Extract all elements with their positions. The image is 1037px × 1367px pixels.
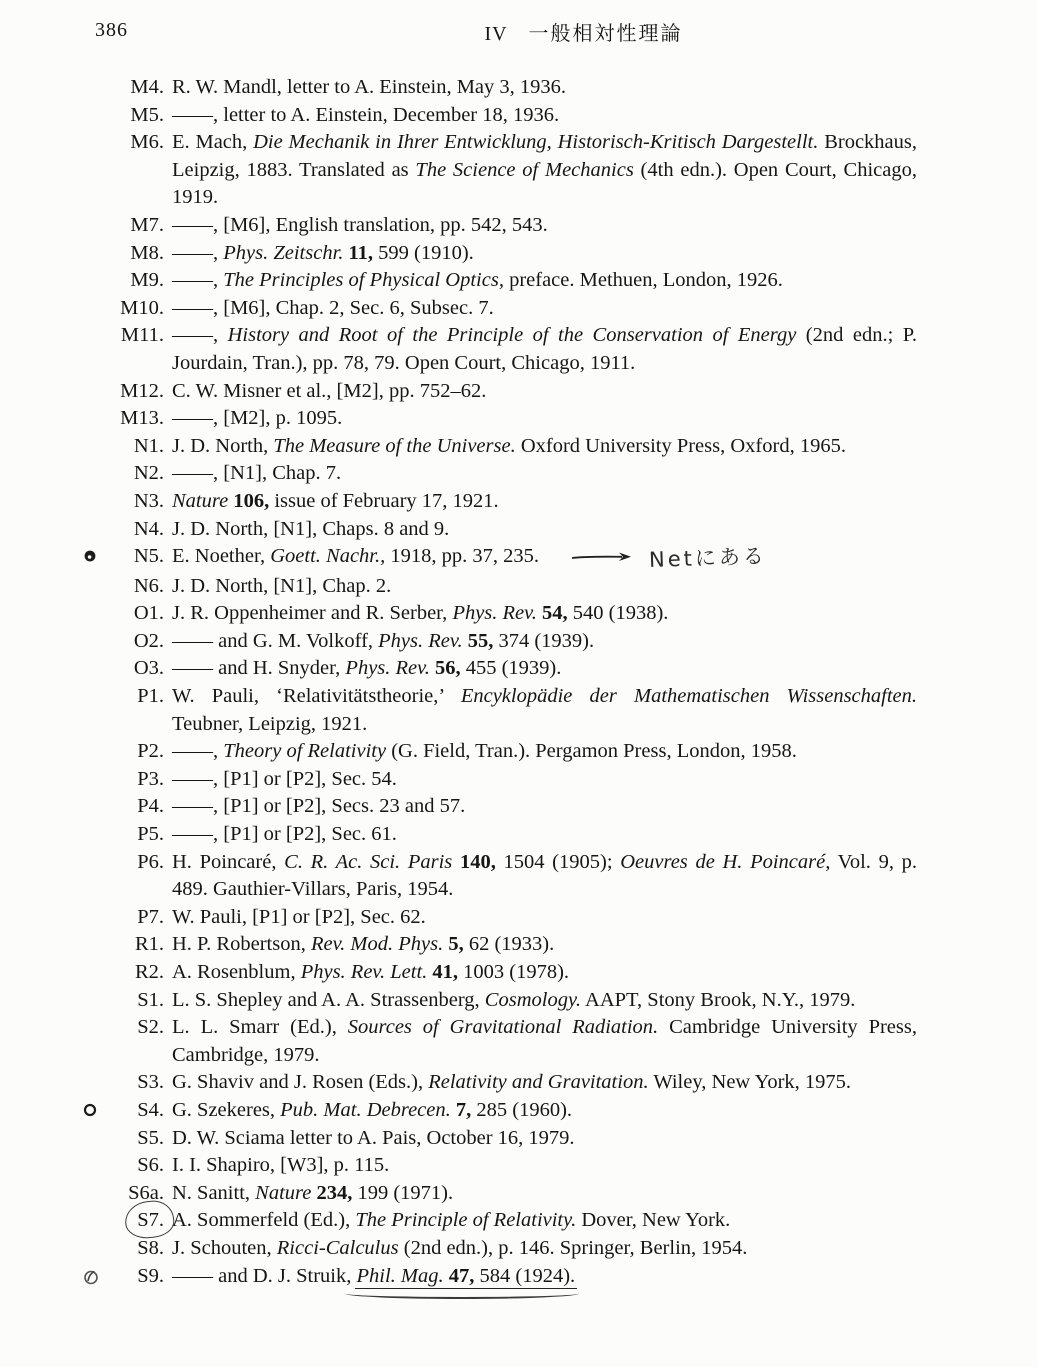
reference-label <box>64 683 164 738</box>
reference-text-segment: The Measure of the Universe. <box>273 434 516 457</box>
reference-label <box>64 1125 164 1153</box>
reference-text-segment: ——, <box>172 269 224 292</box>
reference-label-text: P3. <box>137 767 164 790</box>
reference-label-text: N1. <box>133 434 164 457</box>
reference-entry <box>0 102 1037 130</box>
reference-text-segment: (2nd edn.), p. 146. Springer, Berlin, 1954. <box>398 1236 748 1259</box>
handwritten-note-text: Netにある <box>648 544 768 573</box>
reference-text <box>172 1097 917 1125</box>
reference-text-segment: ——, [P1] or [P2], Secs. 23 and 57. <box>172 795 466 818</box>
reference-text <box>172 738 917 766</box>
reference-text-segment: ——, <box>172 241 224 264</box>
reference-text-segment: A. Sommerfeld (Ed.), <box>172 1209 356 1232</box>
reference-text <box>172 1152 917 1180</box>
reference-text-segment: The Principle of Relativity. <box>355 1209 577 1232</box>
reference-label-text: S3. <box>137 1071 164 1094</box>
reference-entry <box>0 1207 1037 1235</box>
reference-entry <box>0 959 1037 987</box>
reference-text <box>172 433 917 461</box>
reference-text <box>172 683 917 738</box>
reference-text-segment: W. Pauli, [P1] or [P2], Sec. 62. <box>172 905 426 928</box>
reference-text <box>172 543 917 573</box>
reference-text-segment: Cosmology. <box>484 988 582 1011</box>
reference-text-segment: L. S. Shepley and A. A. Strassenberg, <box>172 988 485 1011</box>
reference-text <box>172 212 917 240</box>
reference-text-segment: —— and H. Snyder, <box>172 657 346 680</box>
reference-text <box>172 904 917 932</box>
reference-text <box>172 628 917 656</box>
reference-text <box>172 240 917 268</box>
reference-text-segment: Theory of Relativity <box>223 740 387 763</box>
reference-entry <box>0 1069 1037 1097</box>
circle-icon <box>82 1102 98 1118</box>
reference-text <box>172 488 917 516</box>
reference-text-segment: E. Mach, <box>172 131 254 154</box>
reference-entry <box>0 1125 1037 1153</box>
reference-label <box>64 460 164 488</box>
reference-label-text: M10. <box>120 296 164 319</box>
reference-entry <box>0 655 1037 683</box>
reference-text-segment: 285 (1960). <box>471 1098 573 1121</box>
reference-text-segment: 1918, pp. 37, 235. <box>385 545 540 568</box>
reference-text-segment: Brockhaus, Leipzig, 1883. Translated as <box>172 131 917 181</box>
reference-label-text: M12. <box>120 379 164 402</box>
reference-label-text: P4. <box>137 795 164 818</box>
reference-text <box>172 600 917 628</box>
reference-label <box>64 1207 164 1235</box>
reference-text-segment: ——, [M6], Chap. 2, Sec. 6, Subsec. 7. <box>172 296 494 319</box>
reference-label <box>64 931 164 959</box>
reference-text-segment: (2nd edn.; P. Jourdain, Tran.), pp. 78, 79. Open Court, Chicago, 1911. <box>172 324 917 374</box>
reference-label <box>64 573 164 601</box>
reference-label <box>64 628 164 656</box>
reference-list <box>0 74 1037 1290</box>
reference-text <box>172 102 917 130</box>
reference-text-segment: Rev. Mod. Phys. <box>310 933 449 956</box>
reference-text <box>172 959 917 987</box>
reference-label <box>64 74 164 102</box>
reference-entry <box>0 1097 1037 1125</box>
reference-text-segment: Nature <box>172 489 234 512</box>
reference-entry <box>0 1014 1037 1069</box>
reference-text-segment: Encyklopädie der Mathematischen Wissenschaften. <box>460 685 918 708</box>
reference-text-segment: 1003 (1978). <box>458 961 570 983</box>
reference-text-segment: 199 (1971). <box>352 1181 454 1204</box>
reference-text-segment: Oxford University Press, Oxford, 1965. <box>515 434 846 457</box>
reference-label <box>64 904 164 932</box>
reference-text-segment: (4th edn.). Open Court, Chicago, 1919. <box>172 158 917 209</box>
reference-label <box>64 1097 164 1125</box>
reference-label <box>64 655 164 683</box>
reference-entry <box>0 1235 1037 1263</box>
reference-label-text: S1. <box>137 988 164 1011</box>
reference-text-segment: 540 (1938). <box>567 602 669 625</box>
page-header <box>0 14 1037 50</box>
reference-text-segment: N. Sanitt, <box>172 1181 256 1204</box>
reference-text <box>172 793 917 821</box>
reference-label <box>64 849 164 904</box>
reference-label <box>64 543 164 573</box>
reference-label <box>64 600 164 628</box>
reference-text <box>172 1014 917 1069</box>
reference-text <box>172 766 917 794</box>
reference-label <box>64 212 164 240</box>
reference-label-text: M9. <box>130 269 164 292</box>
reference-text-segment: E. Noether, <box>172 545 271 568</box>
pin-icon <box>82 548 98 564</box>
reference-text-segment: 584 (1924). <box>474 1264 576 1287</box>
reference-label-text: P7. <box>137 905 164 928</box>
reference-label <box>64 766 164 794</box>
reference-text-segment: G. Szekeres, <box>172 1098 281 1121</box>
reference-label-text: M6. <box>130 131 164 154</box>
reference-label <box>64 1069 164 1097</box>
reference-text-segment: C. R. Ac. Sci. Paris <box>284 850 460 873</box>
reference-entry <box>0 821 1037 849</box>
reference-label-text: S4. <box>137 1098 164 1121</box>
reference-text-segment: Phys. Rev. <box>378 629 468 652</box>
reference-entry <box>0 573 1037 601</box>
reference-text-segment: W. Pauli, ‘Relativitätstheorie,’ <box>172 685 461 708</box>
reference-text-segment: 455 (1939). <box>460 657 562 680</box>
reference-label-text: P6. <box>137 850 164 873</box>
reference-label-text: O1. <box>133 602 164 625</box>
reference-text-segment: 47, <box>448 1264 475 1287</box>
reference-label <box>64 322 164 377</box>
reference-entry <box>0 543 1037 573</box>
reference-label <box>64 793 164 821</box>
reference-entry <box>0 738 1037 766</box>
reference-label <box>64 378 164 406</box>
reference-text <box>172 129 917 212</box>
reference-label <box>64 488 164 516</box>
reference-text-segment: J. Schouten, <box>172 1236 277 1259</box>
reference-text-segment: Dover, New York. <box>576 1209 731 1232</box>
reference-label-text: M8. <box>130 241 164 264</box>
reference-text-segment: C. W. Misner et al., [M2], pp. 752–62. <box>172 379 487 402</box>
reference-text-segment: Nature <box>255 1181 317 1204</box>
reference-text <box>172 267 917 295</box>
reference-label-text: R1. <box>134 933 164 956</box>
reference-entry <box>0 516 1037 544</box>
reference-text-segment: 374 (1939). <box>493 629 595 652</box>
reference-text-segment: 62 (1933). <box>463 933 555 956</box>
reference-text-segment: J. D. North, [N1], Chap. 2. <box>172 574 392 597</box>
reference-text-segment: ——, <box>172 740 224 763</box>
reference-label-text: S7. <box>137 1207 164 1235</box>
reference-text-segment: Vol. 9, p. 489. Gauthier-Villars, Paris, 1954. <box>172 850 918 901</box>
reference-text-segment: Phil. Mag. <box>356 1264 449 1287</box>
reference-text <box>172 1207 917 1235</box>
reference-label-text: N3. <box>133 489 164 512</box>
reference-label-text: M5. <box>130 103 164 126</box>
reference-text <box>172 655 917 683</box>
reference-label <box>64 295 164 323</box>
reference-text <box>172 573 917 601</box>
reference-text <box>172 378 917 406</box>
reference-text <box>172 821 917 849</box>
reference-entry <box>0 74 1037 102</box>
reference-entry <box>0 240 1037 268</box>
reference-text-segment: Sources of Gravitational Radiation. <box>347 1016 659 1039</box>
reference-text-segment: History and Root of the Principle of the Conservation of Energy <box>227 324 797 347</box>
reference-text-segment: —— and D. J. Struik, <box>172 1264 357 1287</box>
reference-entry <box>0 322 1037 377</box>
reference-entry <box>0 766 1037 794</box>
reference-label-text: R2. <box>134 961 164 983</box>
reference-text-segment: Phys. Rev. <box>345 657 435 680</box>
reference-text <box>172 931 917 959</box>
reference-label <box>64 1152 164 1180</box>
hand-underline <box>357 1265 576 1287</box>
reference-label-text: S2. <box>137 1016 164 1039</box>
reference-text-segment: G. Shaviv and J. Rosen (Eds.), <box>172 1071 429 1094</box>
reference-text <box>172 1069 917 1097</box>
reference-text-segment: J. D. North, [N1], Chaps. 8 and 9. <box>172 517 450 540</box>
reference-label-text: S9. <box>137 1264 164 1287</box>
reference-label-text: M4. <box>130 76 164 98</box>
reference-label-text: S6. <box>137 1154 164 1177</box>
reference-text-segment: Die Mechanik in Ihrer Entwicklung, Historisch-Kritisch Dargestellt. <box>253 131 819 154</box>
reference-label-text: N5. <box>133 545 164 568</box>
reference-text <box>172 405 917 433</box>
reference-text-segment: 106, <box>233 489 270 512</box>
reference-label <box>64 1263 164 1291</box>
reference-text-segment: ——, <box>172 324 228 347</box>
reference-text-segment: Cambridge University Press, Cambridge, 1979. <box>172 1016 917 1066</box>
reference-text <box>172 74 917 102</box>
reference-label <box>64 821 164 849</box>
reference-label <box>64 1014 164 1069</box>
reference-entry <box>0 267 1037 295</box>
reference-text <box>172 1180 917 1208</box>
chapter-title <box>130 17 1037 46</box>
reference-text <box>172 1263 917 1291</box>
reference-label-text: P2. <box>137 740 164 763</box>
reference-text <box>172 987 917 1015</box>
reference-text-segment: 56, <box>434 657 461 680</box>
reference-text-segment: Phys. Rev. Lett. <box>300 961 433 983</box>
reference-text <box>172 322 917 377</box>
reference-text-segment: ——, [M6], English translation, pp. 542, 543. <box>172 213 548 236</box>
reference-entry <box>0 600 1037 628</box>
reference-text-segment: D. W. Sciama letter to A. Pais, October 16, 1979. <box>172 1126 575 1149</box>
reference-text-segment: Wiley, New York, 1975. <box>648 1071 852 1094</box>
reference-label-text: N2. <box>133 462 164 485</box>
reference-entry <box>0 987 1037 1015</box>
reference-entry <box>0 1263 1037 1291</box>
reference-text-segment: J. D. North, <box>172 434 274 457</box>
reference-text <box>172 849 917 904</box>
reference-text-segment: 41, <box>432 961 459 983</box>
reference-text-segment: H. P. Robertson, <box>172 933 311 956</box>
reference-label <box>64 516 164 544</box>
reference-text-segment: R. W. Mandl, letter to A. Einstein, May 3, 1936. <box>172 76 567 98</box>
reference-text-segment: (G. Field, Tran.). Pergamon Press, London, 1958. <box>386 740 797 763</box>
reference-label <box>64 240 164 268</box>
reference-label <box>64 959 164 987</box>
reference-entry <box>0 931 1037 959</box>
reference-label-text: M13. <box>120 407 164 430</box>
reference-entry <box>0 904 1037 932</box>
handwritten-note <box>569 545 767 573</box>
reference-text-segment: ——, [N1], Chap. 7. <box>172 462 342 485</box>
reference-text-segment: Phys. Rev. <box>452 602 542 625</box>
reference-text-segment: A. Rosenblum, <box>172 961 301 983</box>
reference-text-segment: 599 (1910). <box>373 241 474 264</box>
reference-text-segment: 11, <box>348 241 374 264</box>
reference-text-segment: J. R. Oppenheimer and R. Serber, <box>172 602 453 625</box>
reference-label-text: S8. <box>137 1236 164 1259</box>
reference-text-segment: ——, letter to A. Einstein, December 18, 1936. <box>172 103 560 126</box>
arrow-icon <box>569 545 637 573</box>
reference-label <box>64 267 164 295</box>
reference-text <box>172 1125 917 1153</box>
reference-label <box>64 1235 164 1263</box>
reference-label-text: S6a. <box>128 1181 164 1204</box>
page-number: 386 <box>95 19 128 41</box>
reference-entry <box>0 212 1037 240</box>
reference-text-segment: Phys. Zeitschr. <box>223 241 349 264</box>
reference-text <box>172 295 917 323</box>
reference-entry <box>0 1152 1037 1180</box>
reference-label <box>64 129 164 212</box>
reference-text-segment: AAPT, Stony Brook, N.Y., 1979. <box>581 988 856 1011</box>
reference-text-segment: H. Poincaré, <box>172 850 285 873</box>
reference-text <box>172 1235 917 1263</box>
reference-text-segment: The Science of Mechanics <box>415 158 634 181</box>
reference-label-text: S5. <box>137 1126 164 1149</box>
reference-label-text: O3. <box>133 657 164 680</box>
reference-label-text: N4. <box>133 517 164 540</box>
reference-text-segment: 234, <box>316 1181 353 1204</box>
reference-text-segment: Relativity and Gravitation. <box>428 1071 649 1094</box>
slashed-circle-icon <box>82 1268 100 1286</box>
reference-text-segment: 7, <box>455 1098 472 1121</box>
reference-text <box>172 460 917 488</box>
reference-text-segment: 140, <box>459 850 496 873</box>
reference-text-segment: Ricci-Calculus <box>276 1236 399 1259</box>
reference-text-segment: Pub. Mat. Debrecen. <box>280 1098 456 1121</box>
reference-entry <box>0 683 1037 738</box>
reference-text-segment: Teubner, Leipzig, 1921. <box>172 712 368 735</box>
chapter-name: 一般相対性理論 <box>528 23 683 45</box>
reference-label <box>64 987 164 1015</box>
reference-label-text: N6. <box>133 574 164 597</box>
reference-text-segment: ——, [M2], p. 1095. <box>172 407 343 430</box>
reference-text-segment: 1504 (1905); <box>495 850 621 873</box>
reference-label-text: M11. <box>120 324 164 347</box>
reference-label <box>64 433 164 461</box>
reference-entry <box>0 460 1037 488</box>
reference-text-segment: preface. Methuen, London, 1926. <box>503 269 783 292</box>
reference-entry <box>0 405 1037 433</box>
reference-text-segment: 5, <box>448 933 464 956</box>
reference-label-text: M7. <box>130 213 164 236</box>
reference-text-segment: 55, <box>467 629 494 652</box>
reference-text-segment: issue of February 17, 1921. <box>269 489 499 512</box>
reference-label <box>64 405 164 433</box>
reference-label <box>64 738 164 766</box>
reference-label <box>64 102 164 130</box>
reference-text <box>172 516 917 544</box>
reference-text-segment: ——, [P1] or [P2], Sec. 61. <box>172 823 397 846</box>
reference-text-segment: Goett. Nachr., <box>270 545 386 568</box>
reference-text-segment: L. L. Smarr (Ed.), <box>172 1016 348 1039</box>
reference-entry <box>0 129 1037 212</box>
reference-label-text: P1. <box>137 685 164 708</box>
reference-entry <box>0 295 1037 323</box>
reference-entry <box>0 628 1037 656</box>
reference-label-text: O2. <box>133 629 164 652</box>
reference-entry <box>0 793 1037 821</box>
reference-entry <box>0 378 1037 406</box>
reference-text-segment: I. I. Shapiro, [W3], p. 115. <box>172 1154 390 1177</box>
reference-text-segment: —— and G. M. Volkoff, <box>172 629 379 652</box>
reference-text-segment: The Principles of Physical Optics, <box>223 269 504 292</box>
reference-text-segment: Oeuvres de H. Poincaré, <box>620 850 831 873</box>
chapter-numeral: IV <box>484 23 508 45</box>
reference-text-segment: 54, <box>542 602 568 625</box>
reference-label-text: P5. <box>137 823 164 846</box>
reference-text-segment: ——, [P1] or [P2], Sec. 54. <box>172 767 397 790</box>
reference-entry <box>0 849 1037 904</box>
reference-entry <box>0 433 1037 461</box>
reference-entry <box>0 488 1037 516</box>
